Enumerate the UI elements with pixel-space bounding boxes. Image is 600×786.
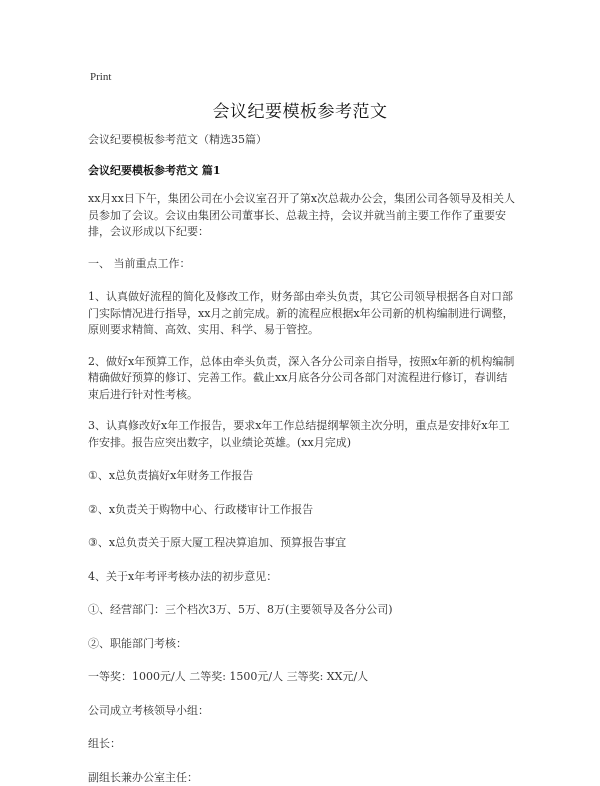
- paragraph-section-one: 一、 当前重点工作：: [88, 256, 518, 273]
- print-label: Print: [90, 71, 111, 83]
- document-subtitle: 会议纪要模板参考范文（精选35篇）: [88, 132, 518, 149]
- paragraph-awards: 一等奖：1000元/人 二等奖: 1500元/人 三等奖: XX元/人: [88, 669, 518, 686]
- paragraph-subitem-1: ①、x总负责搞好x年财务工作报告: [88, 468, 518, 485]
- paragraph-item-3: 3、认真修改好x年工作报告，要求x年工作总结提纲挈领主次分明，重点是安排好x年工作安排。报告应突出数字，以业绩论英雄。(xx月完成): [88, 418, 518, 451]
- paragraph-subitem-2: ②、x负责关于购物中心、行政楼审计工作报告: [88, 502, 518, 519]
- paragraph-leader: 组长：: [88, 736, 518, 753]
- paragraph-committee: 公司成立考核领导小组：: [88, 703, 518, 720]
- paragraph-item-1: 1、认真做好流程的简化及修改工作，财务部由牵头负责，其它公司领导根据各自对口部门实际情况进行指导，xx月之前完成。新的流程应根据x年公司新的机构编制进行调整，原则要求精简、高效、实用、科学、易于管控。: [88, 289, 518, 339]
- paragraph-subitem-5: ②、职能部门考核：: [88, 636, 518, 653]
- paragraph-intro: xx月xx日下午，集团公司在小会议室召开了第x次总裁办公会，集团公司各领导及相关人员参加了会议。会议由集团公司董事长、总裁主持，会议并就当前主要工作作了重要安排，会议形成以下纪要：: [88, 191, 518, 241]
- section-heading: 会议纪要模板参考范文 篇1: [88, 163, 518, 180]
- document-body: [88, 132, 518, 786]
- paragraph-subitem-4: ①、经营部门：三个档次3万、5万、8万(主要领导及各分公司): [88, 602, 518, 619]
- paragraph-deputy-leader: 副组长兼办公室主任：: [88, 770, 518, 786]
- paragraph-item-2: 2、做好x年预算工作，总体由牵头负责，深入各分公司亲自指导，按照x年新的机构编制精确做好预算的修订、完善工作。截止xx月底各分公司各部门对流程进行修订，春训结束后进行针对性考核。: [88, 354, 518, 404]
- paragraph-subitem-3: ③、x总负责关于原大厦工程决算追加、预算报告事宜: [88, 535, 518, 552]
- paragraph-item-4: 4、关于x年考评考核办法的初步意见：: [88, 569, 518, 586]
- document-title: 会议纪要模板参考范文: [0, 97, 600, 122]
